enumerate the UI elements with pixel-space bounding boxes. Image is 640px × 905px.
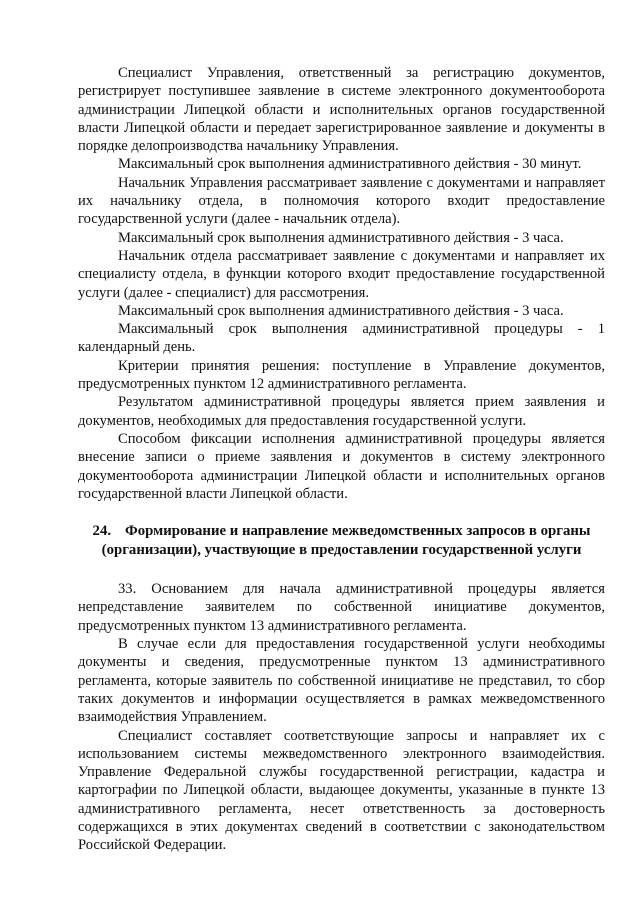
paragraph: Максимальный срок выполнения административного действия - 3 часа. xyxy=(118,229,564,246)
paragraph: Максимальный срок выполнения административной процедуры - 1 календарный день. xyxy=(78,321,605,356)
section-heading xyxy=(78,522,605,560)
paragraph: Максимальный срок выполнения административного действия - 30 минут. xyxy=(118,156,582,173)
section-number: 24. xyxy=(92,523,112,540)
document-body xyxy=(78,64,605,855)
paragraph: Начальник отдела рассматривает заявление с документами и направляет их специалисту отдела, в функции которого входит предоставление государственной услуги (далее - специалист) для рассмотрения. xyxy=(78,247,605,301)
paragraph: 33. Основанием для начала административной процедуры является непредставление заявителем по собственной инициативе документов, предусмотренных пунктом 13 административного регламента. xyxy=(78,581,605,634)
paragraph: Специалист составляет соответствующие запросы и направляет их с использованием системы межведомственного электронного взаимодействия. Управление Федеральной службы государственной регистрации, кадастра и картографии по Липецкой области, выдающее документы, указанные в пункте 13 административного регламента, несет ответственность за достоверность содержащихся в этих документах сведений в соответствии с законодательством Российской Федерации. xyxy=(78,727,605,854)
paragraph: Способом фиксации исполнения административной процедуры является внесение записи о приеме заявления и документов в систему электронного документооборота администрации Липецкой области и исполнительных органов государственной власти Липецкой области. xyxy=(78,430,605,502)
paragraph: Критерии принятия решения: поступление в Управление документов, предусмотренных пунктом 12 административного регламента. xyxy=(78,357,605,393)
paragraph: Специалист Управления, ответственный за регистрацию документов, регистрирует поступившее заявление в системе электронного документооборота администрации Липецкой области и исполнительных органов государственной власти Липецкой области и передает зарегистрированное заявление и документы в порядке делопроизводства начальнику Управления. xyxy=(78,65,605,155)
paragraph: Максимальный срок выполнения административного действия - 3 часа. xyxy=(118,302,564,319)
section-title: Формирование и направление межведомственных запросов в органы (организации), участвующие в предоставлении государственной услуги xyxy=(101,523,591,559)
paragraph: В случае если для предоставления государственной услуги необходимы документы и сведения, предусмотренные пунктом 13 административного регламента, которые заявитель по собственной инициативе не представил, то сбор таких документов и информации осуществляется в рамках межведомственного взаимодействия Управлением. xyxy=(78,636,605,726)
paragraph: Начальник Управления рассматривает заявление с документами и направляет их начальнику отдела, в полномочия которого входит предоставление государственной услуги (далее - начальник отдела). xyxy=(78,174,605,228)
paragraph: Результатом административной процедуры является прием заявления и документов, необходимых для предоставления государственной услуги. xyxy=(78,394,605,429)
